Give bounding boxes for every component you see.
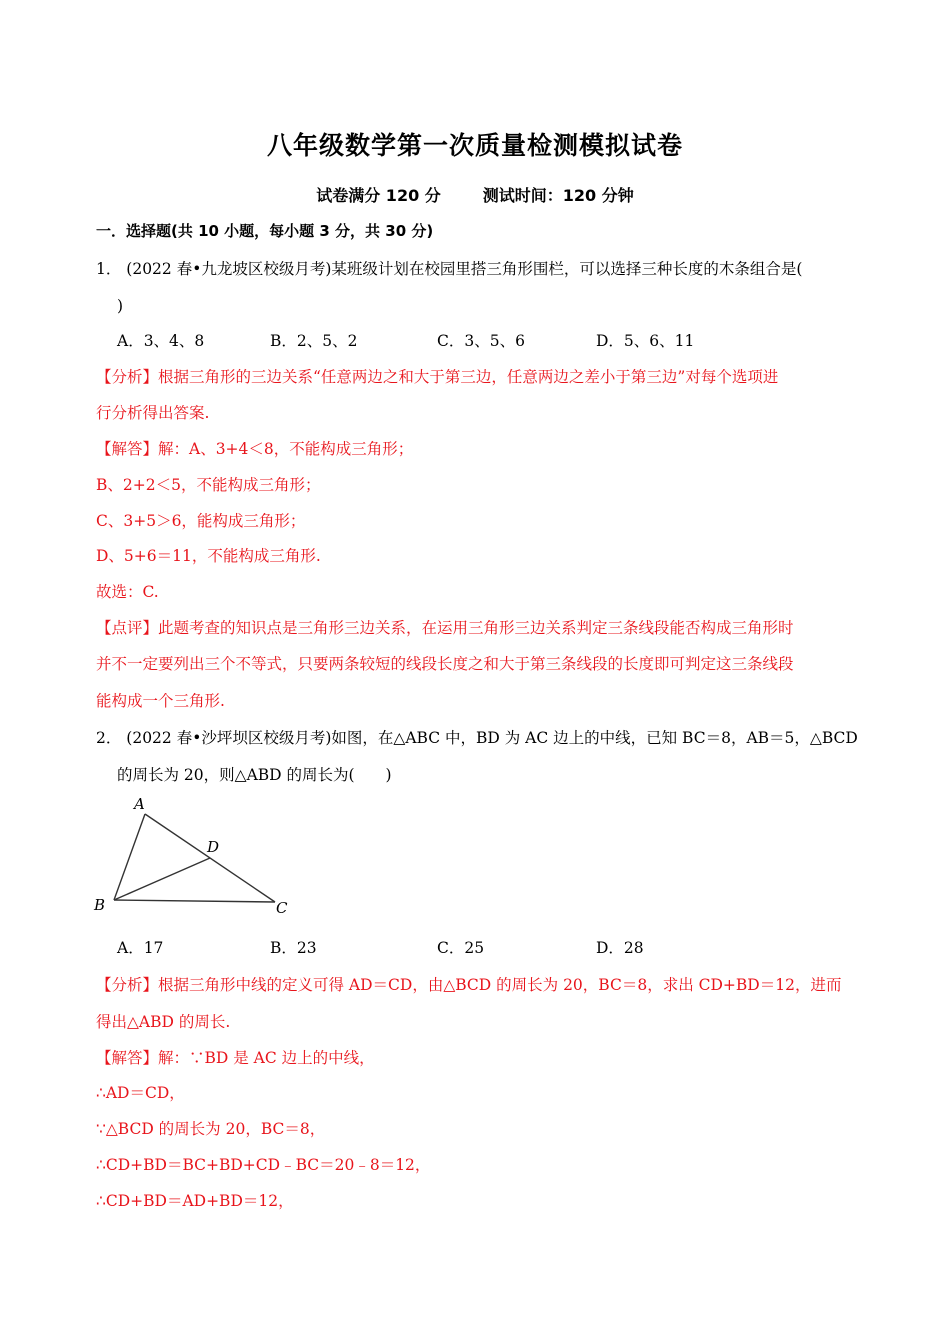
q2-stem-line1: 2． (2022 春•沙坪坝区校级月考)如图，在△ABC 中，BD 为 AC 边上的中线，已知 BC＝8，AB＝5，△BCD	[96, 729, 858, 747]
full-score: 试卷满分 120 分	[316, 186, 441, 205]
segment-bc	[114, 900, 275, 902]
q1-option-d: D．5、6、11	[596, 332, 695, 350]
q1-stem-line1: 1． (2022 春•九龙坡区校级月考)某班级计划在校园里搭三角形围栏，可以选择三种长度的木条组合是(	[96, 260, 803, 278]
q1-answer-line: C、3+5＞6，能构成三角形；	[96, 512, 306, 530]
q2-option-d: D．28	[596, 939, 644, 957]
q1-answer-line: D、5+6＝11，不能构成三角形.	[96, 547, 321, 565]
exam-info	[0, 183, 950, 206]
exam-time: 测试时间：120 分钟	[482, 186, 634, 205]
q1-option-b: B．2、5、2	[270, 332, 358, 350]
q2-answer-line: 【解答】解：∵BD 是 AC 边上的中线，	[96, 1049, 375, 1067]
label-a: A	[134, 795, 145, 813]
q1-comment-line: 能构成一个三角形.	[96, 692, 225, 710]
q1-answer-line: B、2+2＜5，不能构成三角形；	[96, 476, 321, 494]
q1-comment-line: 并不一定要列出三个不等式，只要两条较短的线段长度之和大于第三条线段的长度即可判定这三条线段	[96, 655, 794, 673]
section-heading: 一．选择题(共 10 小题，每小题 3 分，共 30 分)	[96, 222, 434, 240]
q2-answer-line: ∴AD＝CD，	[96, 1084, 185, 1102]
q1-option-a: A．3、4、8	[117, 332, 205, 350]
q1-answer-line: 【解答】解：A、3+4＜8，不能构成三角形；	[96, 440, 414, 458]
q1-option-c: C．3、5、6	[437, 332, 525, 350]
q1-comment-line: 【点评】此题考查的知识点是三角形三边关系，在运用三角形三边关系判定三条线段能否构成三角形时	[96, 619, 794, 637]
q2-analysis-line1: 【分析】根据三角形中线的定义可得 AD＝CD，由△BCD 的周长为 20，BC＝8，求出 CD+BD＝12，进而	[96, 976, 842, 994]
label-b: B	[94, 896, 106, 914]
q2-option-c: C．25	[437, 939, 485, 957]
q2-analysis-line2: 得出△ABD 的周长.	[96, 1013, 231, 1031]
q2-option-a: A．17	[117, 939, 164, 957]
label-c: C	[276, 899, 288, 917]
q2-answer-line: ∴CD+BD＝BC+BD+CD﹣BC＝20﹣8＝12，	[96, 1156, 431, 1174]
q1-analysis-line2: 行分析得出答案.	[96, 404, 210, 422]
segment-ab	[114, 814, 145, 900]
segment-bd	[114, 858, 210, 900]
page-title: 八年级数学第一次质量检测模拟试卷	[266, 131, 683, 160]
q2-stem-line2: 的周长为 20，则△ABD 的周长为( )	[117, 766, 392, 784]
triangle-figure	[90, 792, 300, 922]
label-d: D	[207, 838, 220, 856]
q1-answer-line: 故选：C.	[96, 583, 159, 601]
q2-option-b: B．23	[270, 939, 317, 957]
q1-analysis-line1: 【分析】根据三角形的三边关系“任意两边之和大于第三边，任意两边之差小于第三边”对每个选项进	[96, 368, 779, 386]
q2-answer-line: ∴CD+BD＝AD+BD＝12，	[96, 1192, 294, 1210]
q1-stem-line2: )	[117, 297, 124, 315]
q2-answer-line: ∵△BCD 的周长为 20，BC＝8，	[96, 1120, 326, 1138]
